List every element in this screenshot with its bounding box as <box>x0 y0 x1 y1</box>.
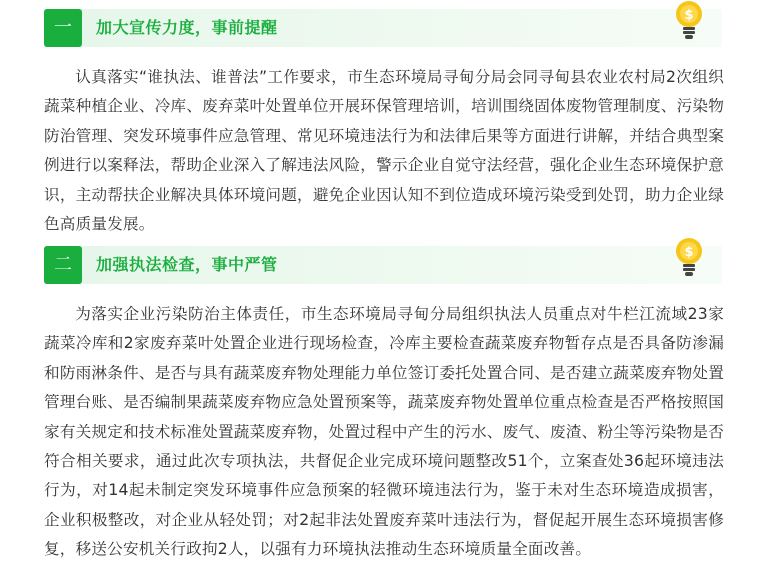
section-header-2 <box>44 246 722 284</box>
lightbulb-money-icon <box>674 236 704 284</box>
section-number-badge: 一 <box>44 9 82 47</box>
section-header-1 <box>44 9 722 47</box>
section-title: 加强执法检查，事中严管 <box>96 255 278 274</box>
svg-text:$: $ <box>684 8 694 23</box>
section-paragraph-1: 认真落实“谁执法、谁普法”工作要求，市生态环境局寻甸分局会同寻甸县农业农村局2次组织蔬菜种植企业、冷库、废弃菜叶处置单位开展环保管理培训，培训围绕固体废物管理制度、污染物防治管理、突发环境事件应急管理、常见环境违法行为和法律后果等方面进行讲解，并结合典型案例进行以案释法，帮助企业深入了解违法风险，警示企业自觉守法经营，强化企业生态环境保护意识，主动帮扶企业解决具体环境问题，避免企业因认知不到位造成环境污染受到处罚，助力企业绿色高质量发展。 <box>44 68 724 234</box>
lightbulb-money-icon <box>674 0 704 47</box>
svg-text:$: $ <box>684 245 694 260</box>
section-paragraph-2: 为落实企业污染防治主体责任，市生态环境局寻甸分局组织执法人员重点对牛栏江流域23家蔬菜冷库和2家废弃菜叶处置企业进行现场检查，冷库主要检查蔬菜废弃物暂存点是否具备防渗漏和防雨淋条件、是否与具有蔬菜废弃物处理能力单位签订委托处置合同、是否建立蔬菜废弃物处置管理台账、是否编制果蔬菜废弃物应急处置预案等，蔬菜废弃物处置单位重点检查是否严格按照国家有关规定和技术标准处置蔬菜废弃物，处置过程中产生的污水、废气、废渣、粉尘等污染物是否符合相关要求，通过此次专项执法，共督促企业完成环境问题整改51个，立案查处36起环境违法行为，对14起未制定突发环境事件应急预案的轻微环境违法行为，鉴于未对生态环境造成损害，企业积极整改，对企业从轻处罚；对2起非法处置废弃菜叶违法行为，督促起开展生态环境损害修复，移送公安机关行政拘2人，以强有力环境执法推动生态环境质量全面改善。 <box>44 305 724 559</box>
section-number-badge: 二 <box>44 246 82 284</box>
section-title: 加大宣传力度，事前提醒 <box>96 18 278 37</box>
